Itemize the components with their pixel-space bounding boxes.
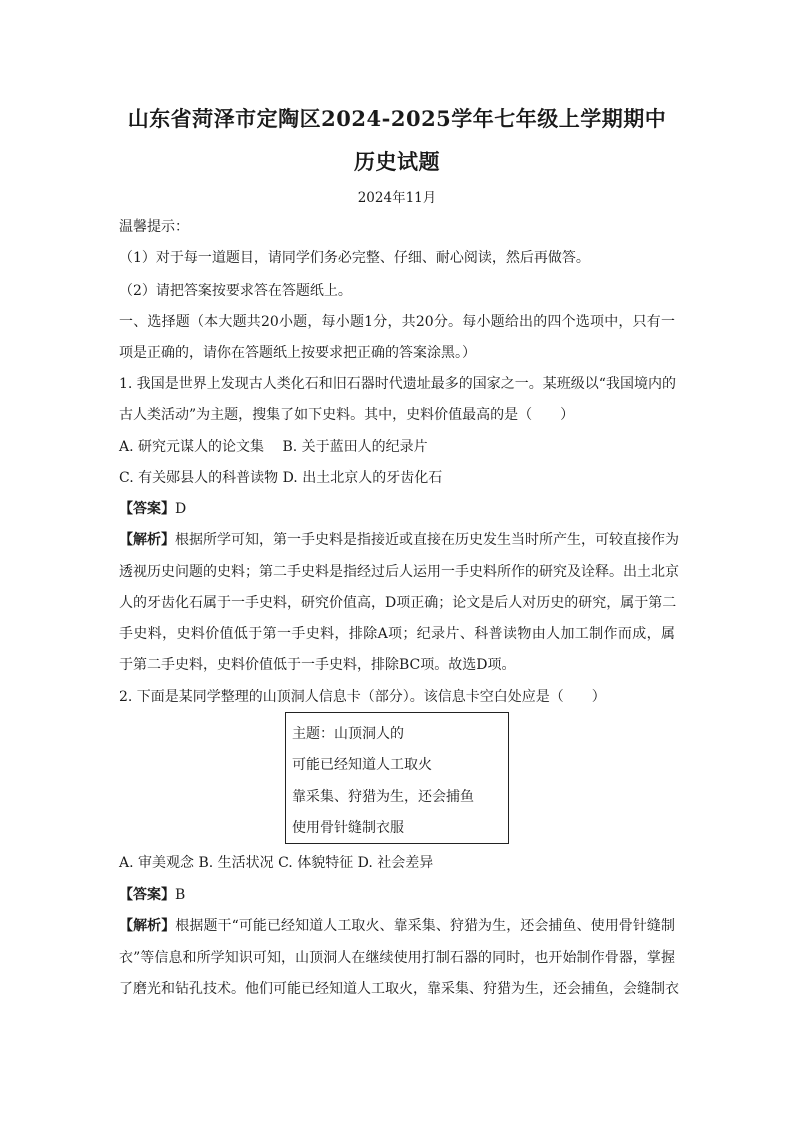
q1-stem-line2: 古人类活动”为主题，搜集了如下史料。其中，史料价值最高的是（ ） — [119, 407, 575, 423]
q2-options: A. 审美观念 B. 生活状况 C. 体貌特征 D. 社会差异 — [119, 855, 434, 871]
tip-item-2: （2）请把答案按要求答在答题纸上。 — [119, 283, 352, 299]
tip-item-1: （1）对于每一道题目，请同学们务必完整、仔细、耐心阅读，然后再做答。 — [119, 250, 590, 266]
q2-stem: 2. 下面是某同学整理的山顶洞人信息卡（部分）。该信息卡空白处应是（ ） — [119, 689, 606, 705]
q2-card-line-fire: 可能已经知道人工取火 — [292, 757, 432, 773]
q2-answer-label: 【答案】 — [119, 887, 175, 903]
section-instructions-line1: 一、选择题（本大题共20小题，每小题1分，共20分。每小题给出的四个选项中，只有一 — [119, 314, 675, 330]
q1-analysis-text: 根据所学可知，第一手史料是指接近或直接在历史发生当时所产生，可较直接作为 — [175, 532, 679, 548]
q2-card-line-gathering: 靠采集、狩猎为生，还会捕鱼 — [292, 789, 474, 805]
q2-answer — [119, 884, 185, 904]
q1-analysis-line3: 人的牙齿化石属于一手史料，研究价值高，D项正确；论文是后人对历史的研究，属于第二 — [119, 595, 677, 611]
q2-answer-value: B — [175, 887, 186, 903]
q1-answer-value: D — [175, 501, 187, 517]
q1-analysis-line5: 于第二手史料，史料价值低于一手史料，排除BC项。故选D项。 — [119, 657, 516, 673]
q2-card-line-needle: 使用骨针缝制衣服 — [292, 820, 404, 836]
q2-analysis-text: 根据题干“可能已经知道人工取火、靠采集、狩猎为生，还会捕鱼、使用骨针缝制 — [175, 918, 676, 934]
q2-analysis-line1 — [119, 915, 675, 935]
exam-title-line1: 山东省菏泽市定陶区2024-2025学年七年级上学期期中 — [127, 106, 667, 131]
q1-answer — [119, 498, 186, 518]
q1-options-line2: C. 有关郧县人的科普读物 D. 出土北京人的牙齿化石 — [119, 470, 443, 486]
q2-analysis-line2: 衣”等信息和所学知识可知，山顶洞人在继续使用打制石器的同时，也开始制作骨器，掌握 — [119, 950, 675, 966]
exam-title-line2: 历史试题 — [354, 149, 440, 174]
q1-analysis-line1 — [119, 529, 679, 549]
q1-answer-label: 【答案】 — [119, 501, 175, 517]
q1-analysis-label: 【解析】 — [119, 532, 175, 548]
q1-analysis-line2: 透视历史问题的史料；第二手史料是指经过后人运用一手史料所作的研究及诠释。出土北京 — [119, 564, 679, 580]
q1-options-line1: A. 研究元谋人的论文集 B. 关于蓝田人的纪录片 — [119, 439, 428, 455]
q2-analysis-line3: 了磨光和钻孔技术。他们可能已经知道人工取火，靠采集、狩猎为生，还会捕鱼，会缝制衣 — [119, 981, 679, 997]
tips-heading: 温馨提示： — [119, 219, 189, 235]
q2-card-line-topic: 主题：山顶洞人的 — [292, 726, 404, 742]
q2-info-card — [285, 712, 509, 844]
q2-analysis-label: 【解析】 — [119, 918, 176, 934]
q1-stem-line1: 1. 我国是世界上发现古人类化石和旧石器时代遗址最多的国家之一。某班级以“我国境内的 — [119, 376, 676, 392]
exam-date: 2024年11月 — [357, 190, 437, 206]
section-instructions-line2: 项是正确的，请你在答题纸上按要求把正确的答案涂黑。） — [119, 345, 476, 361]
q1-analysis-line4: 手史料，史料价值低于第一手史料，排除A项；纪录片、科普读物由人加工制作而成，属 — [119, 626, 675, 642]
